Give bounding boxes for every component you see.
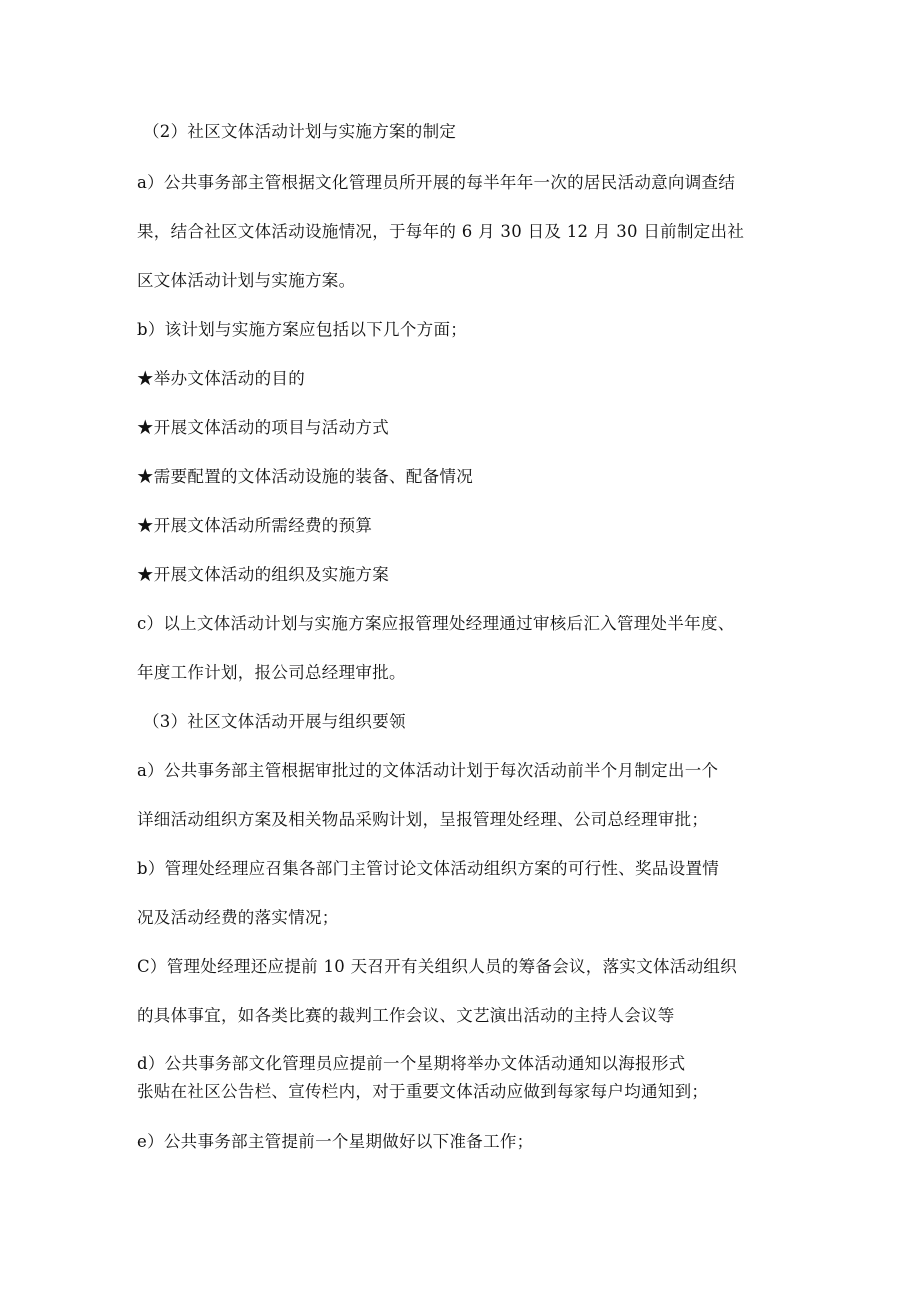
paragraph-line: b）该计划与实施方案应包括以下几个方面；: [137, 320, 468, 339]
paragraph-line: a）公共事务部主管根据审批过的文体活动计划于每次活动前半个月制定出一个: [137, 761, 719, 780]
paragraph-line: e）公共事务部主管提前一个星期做好以下准备工作；: [137, 1132, 534, 1151]
paragraph-line: 区文体活动计划与实施方案。: [137, 271, 356, 290]
bullet-item: ★开展文体活动的项目与活动方式: [137, 418, 389, 437]
paragraph-line: d）公共事务部文化管理员应提前一个星期将举办文体活动通知以海报形式: [137, 1054, 686, 1073]
bullet-item: ★举办文体活动的目的: [137, 369, 305, 388]
paragraph-line: 况及活动经费的落实情况；: [137, 908, 339, 927]
paragraph-line: 果，结合社区文体活动设施情况，于每年的 6 月 30 日及 12 月 30 日前制定出社: [137, 222, 745, 241]
paragraph-line: a）公共事务部主管根据文化管理员所开展的每半年年一次的居民活动意向调查结: [137, 173, 736, 192]
paragraph-line: 详细活动组织方案及相关物品采购计划，呈报管理处经理、公司总经理审批；: [137, 810, 709, 829]
bullet-item: ★开展文体活动的组织及实施方案: [137, 565, 389, 584]
section-heading-3: （3）社区文体活动开展与组织要领: [143, 712, 406, 731]
paragraph-line: C）管理处经理还应提前 10 天召开有关组织人员的筹备会议，落实文体活动组织: [137, 957, 738, 976]
paragraph-line: c）以上文体活动计划与实施方案应报管理处经理通过审核后汇入管理处半年度、: [137, 614, 735, 633]
bullet-item: ★开展文体活动所需经费的预算: [137, 516, 373, 535]
section-heading-2: （2）社区文体活动计划与实施方案的制定: [143, 122, 457, 141]
paragraph-line: 张贴在社区公告栏、宣传栏内，对于重要文体活动应做到每家每户均通知到；: [137, 1082, 709, 1101]
bullet-item: ★需要配置的文体活动设施的装备、配备情况: [137, 467, 473, 486]
paragraph-line: 的具体事宜，如各类比赛的裁判工作会议、文艺演出活动的主持人会议等: [137, 1006, 675, 1025]
paragraph-line: b）管理处经理应召集各部门主管讨论文体活动组织方案的可行性、奖品设置情: [137, 859, 720, 878]
paragraph-line: 年度工作计划，报公司总经理审批。: [137, 663, 406, 682]
